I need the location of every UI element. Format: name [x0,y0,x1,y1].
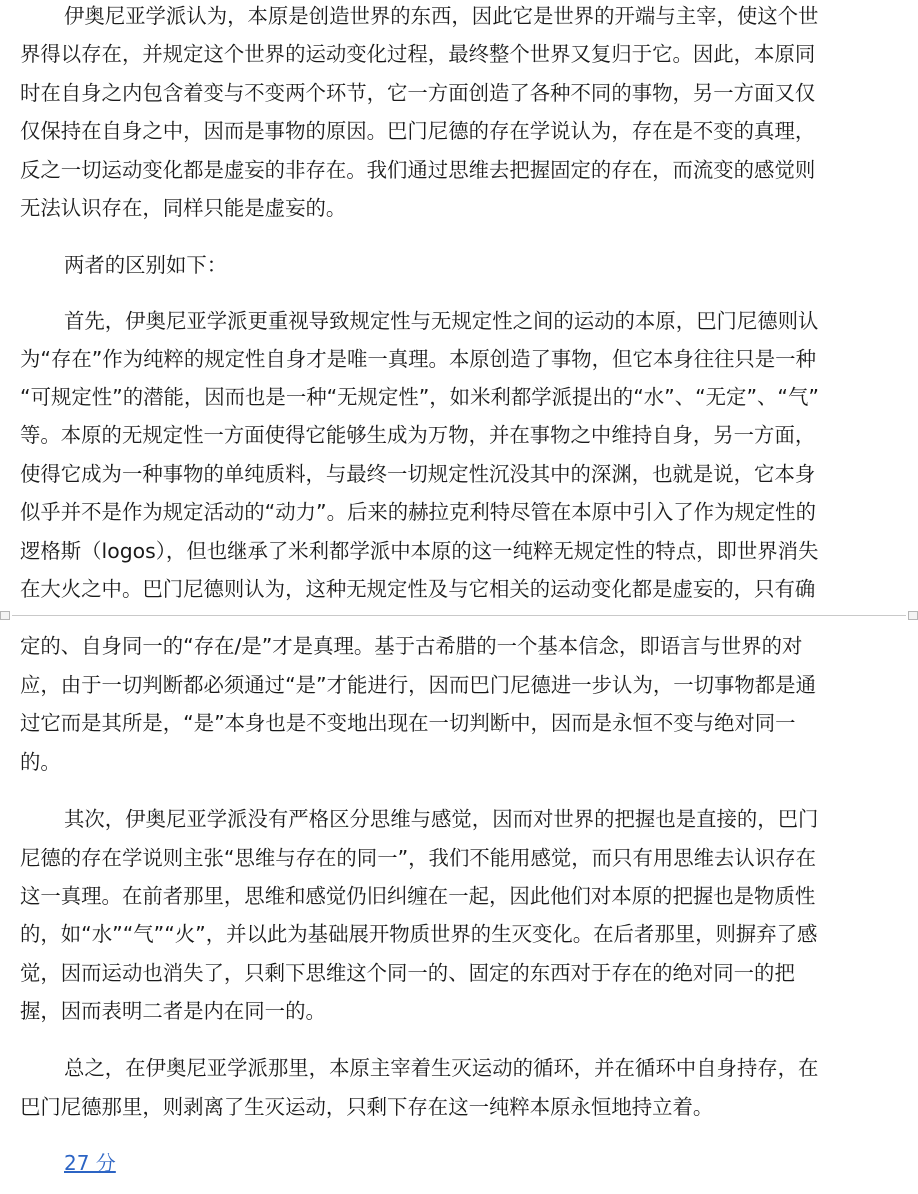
paragraph-1-line-5: 反之一切运动变化都是虚妄的非存在。我们通过思维去把握固定的存在，而流变的感觉则 [20,158,816,182]
paragraph-3-line-4: 等。本原的无规定性一方面使得它能够生成为万物，并在事物之中维持自身，另一方面， [20,423,816,447]
paragraph-3-line-5: 使得它成为一种事物的单纯质料，与最终一切规定性沉没其中的深渊，也就是说，它本身 [20,462,816,486]
paragraph-5-line-2: 巴门尼德那里，则剥离了生灭运动，只剩下存在这一纯粹本原永恒地持立着。 [20,1095,714,1119]
split-handle-left-icon[interactable] [0,611,10,620]
paragraph-4-line-5: 觉，因而运动也消失了，只剩下思维这个同一的、固定的东西对于存在的绝对同一的把 [20,961,795,985]
page-split-bar[interactable] [0,611,918,621]
paragraph-3-line-3: “可规定性”的潜能，因而也是一种“无规定性”，如米利都学派提出的“水”、“无定”、“气” [20,385,819,409]
paragraph-2-line-1: 两者的区别如下： [64,253,228,277]
paragraph-4-line-2: 尼德的存在学说则主张“思维与存在的同一”，我们不能用感觉，而只有用思维去认识存在 [20,846,816,870]
paragraph-3-line-9: 定的、自身同一的“存在/是”才是真理。基于古希腊的一个基本信念，即语言与世界的对 [20,634,803,658]
score-link[interactable]: 27 分 [64,1151,116,1175]
paragraph-3-line-6: 似乎并不是作为规定活动的“动力”。后来的赫拉克利特尽管在本原中引入了作为规定性的 [20,500,816,524]
split-handle-right-icon[interactable] [908,611,918,620]
split-divider-line [12,615,906,616]
paragraph-3-line-2: 为“存在”作为纯粹的规定性自身才是唯一真理。本原创造了事物，但它本身往往只是一种 [20,347,816,371]
paragraph-4-line-1: 其次，伊奥尼亚学派没有严格区分思维与感觉，因而对世界的把握也是直接的，巴门 [64,807,819,831]
paragraph-3-line-1: 首先，伊奥尼亚学派更重视导致规定性与无规定性之间的运动的本原，巴门尼德则认 [64,309,819,333]
paragraph-1-line-1: 伊奥尼亚学派认为，本原是创造世界的东西，因此它是世界的开端与主宰，使这个世 [64,4,819,28]
paragraph-1-line-6: 无法认识存在，同样只能是虚妄的。 [20,196,347,220]
paragraph-5-line-1: 总之，在伊奥尼亚学派那里，本原主宰着生灭运动的循环，并在循环中自身持存，在 [64,1056,819,1080]
paragraph-3-line-8: 在大火之中。巴门尼德则认为，这种无规定性及与它相关的运动变化都是虚妄的，只有确 [20,577,816,601]
paragraph-1-line-4: 仅保持在自身之中，因而是事物的原因。巴门尼德的存在学说认为，存在是不变的真理， [20,119,816,143]
paragraph-4-line-3: 这一真理。在前者那里，思维和感觉仍旧纠缠在一起，因此他们对本原的把握也是物质性 [20,884,816,908]
paragraph-3-line-10: 应，由于一切判断都必须通过“是”才能进行，因而巴门尼德进一步认为，一切事物都是通 [20,673,816,697]
paragraph-3-line-12: 的。 [20,750,61,774]
paragraph-1-line-2: 界得以存在，并规定这个世界的运动变化过程，最终整个世界又复归于它。因此，本原同 [20,42,816,66]
paragraph-3-line-11: 过它而是其所是，“是”本身也是不变地出现在一切判断中，因而是永恒不变与绝对同一 [20,711,796,735]
paragraph-4-line-4: 的，如“水”“气”“火”，并以此为基础展开物质世界的生灭变化。在后者那里，则摒弃了感 [20,922,818,946]
paragraph-3-line-7: 逻格斯（logos），但也继承了米利都学派中本原的这一纯粹无规定性的特点，即世界消失 [20,539,819,563]
paragraph-1-line-3: 时在自身之内包含着变与不变两个环节，它一方面创造了各种不同的事物，另一方面又仅 [20,81,816,105]
paragraph-4-line-6: 握，因而表明二者是内在同一的。 [20,999,326,1023]
